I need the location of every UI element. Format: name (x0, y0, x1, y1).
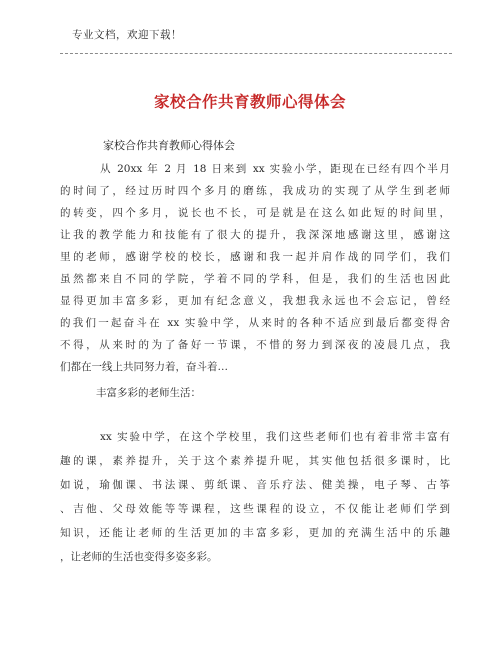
paragraph-line: 的转变，四个多月，说长也不长，可是就是在这么如此短的时间里， (60, 207, 450, 219)
paragraph-line: 的时间了，经过历时四个多月的磨练，我成功的实现了从学生到老师 (60, 185, 450, 197)
paragraph-line: 虽然都来自不同的学院，学着不同的学科，但是，我们的生活也因此 (60, 273, 450, 285)
paragraph-line: xx 实验中学，在这个学校里，我们这些老师们也有着非常丰富有 (100, 431, 450, 443)
paragraph-line: 从 20xx 年 2 月 18 日来到 xx 实验小学，距现在已经有四个半月 (100, 163, 450, 175)
header-divider (60, 53, 452, 54)
header-note: 专业文档，欢迎下载！ (72, 29, 182, 41)
paragraph-line: 知识，还能让老师的生活更加的丰富多彩，更加的充满生活中的乐趣 (60, 527, 450, 539)
paragraph-line: 让我的教学能力和技能有了很大的提升，我深深地感谢这里，感谢这 (60, 229, 450, 241)
paragraph-line: 们都在一线上共同努力着，奋斗着… (60, 361, 228, 373)
paragraph-line: ，让老师的生活也变得多姿多彩。 (60, 551, 218, 563)
paragraph-line: 不得，从来时的为了备好一节课，不惜的努力到深夜的凌晨几点，我 (60, 339, 450, 351)
document-title: 家校合作共育教师心得体会 (153, 93, 346, 111)
document-subtitle: 家校合作共育教师心得体会 (103, 139, 235, 152)
paragraph-line: 趣的课，素养提升，关于这个素养提升呢，其实他包括很多课时，比 (60, 455, 450, 467)
paragraph-line: 显得更加丰富多彩，更加有纪念意义，我想我永远也不会忘记，曾经 (60, 295, 450, 307)
paragraph-line: 、吉他、父母效能等等课程，这些课程的设立，不仅能让老师们学到 (60, 503, 450, 515)
paragraph-line: 里的老师，感谢学校的校长，感谢和我一起并肩作战的同学们，我们 (60, 251, 450, 263)
section-heading: 丰富多彩的老师生活： (96, 387, 201, 399)
paragraph-line: 如说，瑜伽课、书法课、剪纸课、音乐疗法、健美操，电子琴、古筝 (60, 479, 450, 491)
paragraph-line: 的我们一起奋斗在 xx 实验中学，从来时的各种不适应到最后都变得舍 (60, 317, 450, 329)
